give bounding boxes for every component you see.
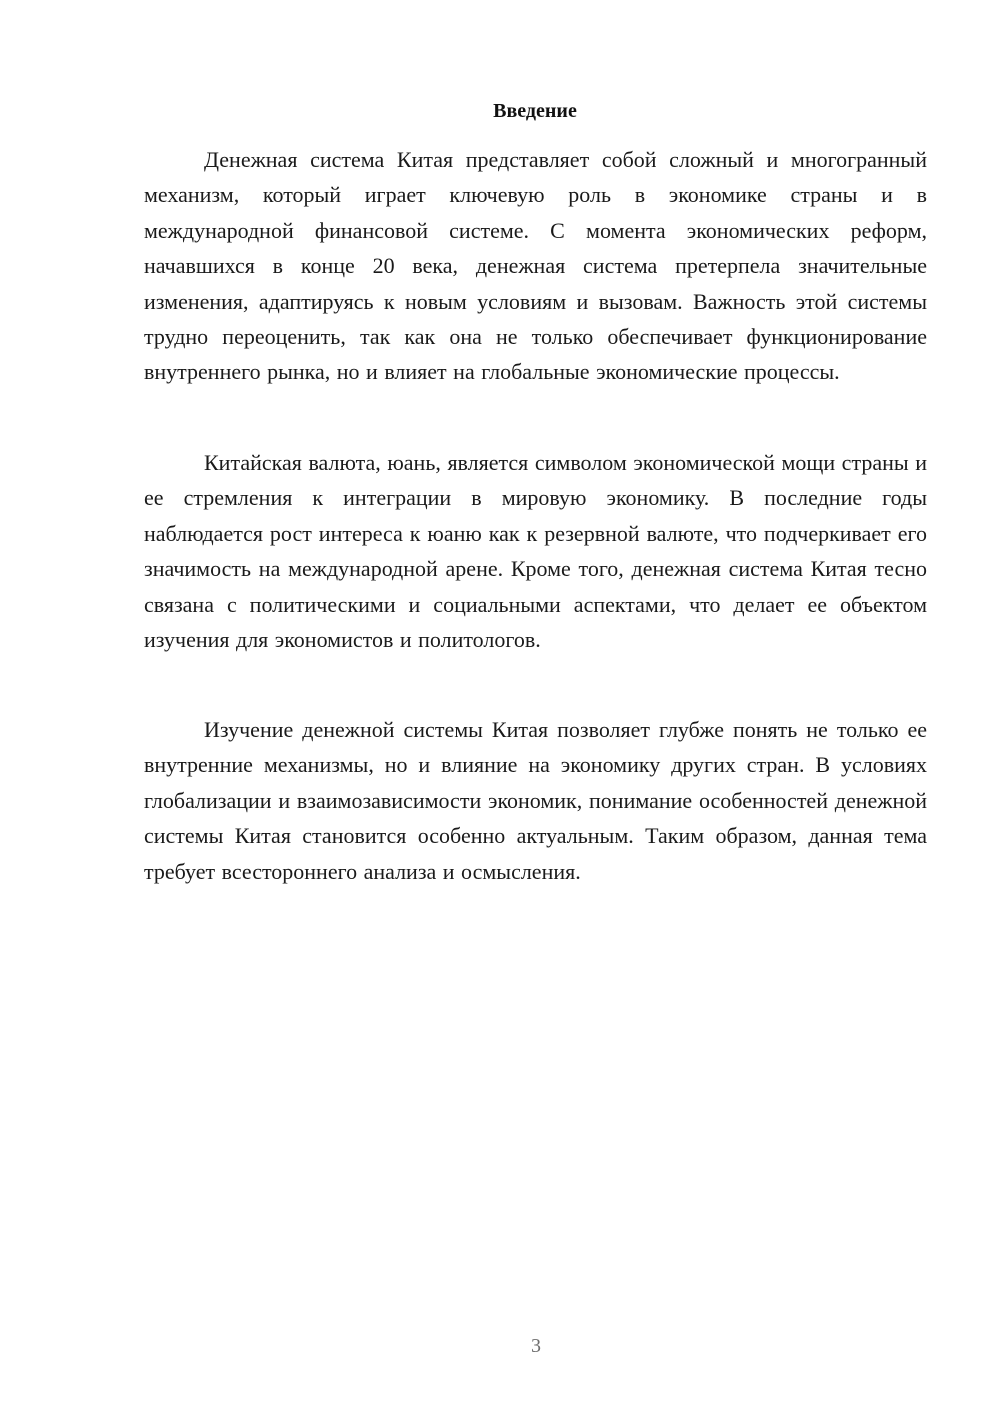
paragraph-2: Китайская валюта, юань, является символом экономической мощи страны и ее стремления к интеграции в мировую экономику. В последние годы наблюдается рост интереса к юаню как к резервной валюте, что подчеркивает его значимость на международной арене. Кроме того, денежная система Китая тесно связана с политическими и социальными аспектами, что делает ее объектом изучения для экономистов и политологов. bbox=[144, 450, 927, 653]
paragraph-1: Денежная система Китая представляет собой сложный и многогранный механизм, который играет ключевую роль в экономике страны и в международной финансовой системе. С момента экономических реформ, начавшихся в конце 20 века, денежная система претерпела значительные изменения, адаптируясь к новым условиям и вызовам. Важность этой системы трудно переоценить, так как она не только обеспечивает функционирование внутреннего рынка, но и влияет на глобальные экономические процессы. bbox=[144, 147, 927, 385]
paragraph-3: Изучение денежной системы Китая позволяет глубже понять не только ее внутренние механизмы, но и влияние на экономику других стран. В условиях глобализации и взаимозависимости экономик, понимание особенностей денежной системы Китая становится особенно актуальным. Таким образом, данная тема требует всестороннего анализа и осмысления. bbox=[144, 717, 927, 884]
page-number: 3 bbox=[531, 1335, 541, 1357]
section-heading: Введение bbox=[493, 100, 577, 122]
